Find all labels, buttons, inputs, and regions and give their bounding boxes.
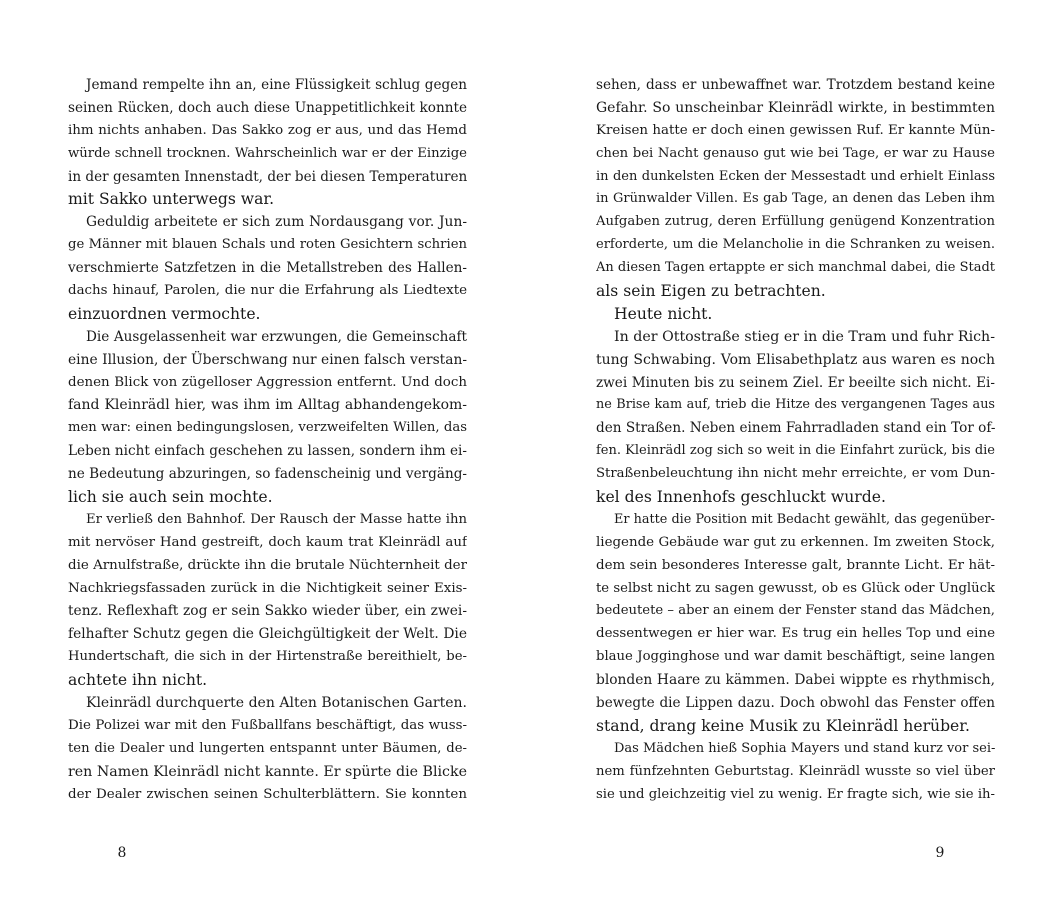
text-line: nem fünfzehnten Geburtstag. Kleinrädl wusste so viel über [596,763,995,779]
text-line: Er verließ den Bahnhof. Der Rausch der Masse hatte ihn [86,511,467,527]
text-line: Kreisen hatte er doch einen gewissen Ruf. Er kannte Mün- [596,122,995,138]
text-line: zwei Minuten bis zu seinem Ziel. Er beeilte sich nicht. Ei- [596,374,995,391]
text-line: chen bei Nacht genauso gut wie bei Tage, er war zu Hause [596,145,995,161]
text-line: in Grünwalder Villen. Es gab Tage, an denen das Leben ihm [596,191,995,207]
text-line: einzuordnen vermochte. [68,304,261,323]
text-line: mit nervöser Hand gestreift, doch kaum trat Kleinrädl auf [68,534,467,550]
text-line: achtete ihn nicht. [68,671,208,690]
text-line: als sein Eigen zu betrachten. [596,282,826,301]
text-line: bedeutete – aber an einem der Fenster stand das Mädchen, [596,603,995,619]
page-number-left: 8 [117,845,127,861]
text-line: Hundertschaft, die sich in der Hirtenstraße bereithielt, be- [68,649,467,665]
text-line: Heute nicht. [614,304,713,323]
text-line: blonden Haare zu kämmen. Dabei wippte es rhythmisch, [596,672,995,689]
text-line: dem sein besonderes Interesse galt, brannte Licht. Er hät- [596,557,995,573]
text-line: die Arnulfstraße, drückte ihn die brutale Nüchternheit der [68,557,467,573]
right-page-text [596,74,995,807]
text-line: fen. Kleinrädl zog sich so weit in die Einfahrt zurück, bis die [596,443,995,459]
text-line: in den dunkelsten Ecken der Messestadt und erhielt Einlass [596,168,995,184]
text-line: ne Brise kam auf, trieb die Hitze des vergangenen Tages aus [596,397,995,413]
text-line: tenz. Reflexhaft zog er sein Sakko wieder über, ein zwei- [68,603,467,620]
text-line: Die Polizei war mit den Fußballfans beschäftigt, das wuss- [68,717,467,733]
page-number-right: 9 [935,845,945,861]
text-line: den Straßen. Neben einem Fahrradladen stand ein Tor of- [596,420,995,437]
text-line: würde schnell trocknen. Wahrscheinlich war er der Einzige [68,145,467,161]
text-line: seinen Rücken, doch auch diese Unappetitlichkeit konnte [68,99,467,116]
text-line: te selbst nicht zu sagen gewusst, ob es Glück oder Unglück [596,580,995,596]
text-line: fand Kleinrädl hier, was ihm im Alltag abhandengekom- [68,397,467,414]
text-line: verschmierte Satzfetzen in die Metallstreben des Hallen- [68,260,467,277]
text-line: In der Ottostraße stieg er in die Tram und fuhr Rich- [614,328,995,345]
text-line: felhafter Schutz gegen die Gleichgültigkeit der Welt. Die [68,626,467,643]
text-line: Straßenbeleuchtung ihn nicht mehr erreichte, er vom Dun- [596,466,995,482]
text-line: sie und gleichzeitig viel zu wenig. Er fragte sich, wie sie ih- [596,786,995,802]
text-line: Nachkriegsfassaden zurück in die Nichtigkeit seiner Exis- [68,580,467,596]
text-line: stand, drang keine Musik zu Kleinrädl herüber. [596,716,970,735]
text-line: ihm nichts anhaben. Das Sakko zog er aus, und das Hemd [68,122,467,138]
text-line: lich sie auch sein mochte. [68,488,273,507]
text-line: dessentwegen er hier war. Es trug ein helles Top und eine [596,626,995,642]
text-line: Kleinrädl durchquerte den Alten Botanischen Garten. [86,695,467,712]
text-line: Er hatte die Position mit Bedacht gewählt, das gegenüber- [614,511,995,527]
text-line: Gefahr. So unscheinbar Kleinrädl wirkte, in bestimmten [596,99,995,116]
text-line: dachs hinauf, Parolen, die nur die Erfahrung als Liedtexte [68,283,467,299]
text-line: in der gesamten Innenstadt, der bei diesen Temperaturen [68,168,467,185]
text-line: blaue Jogginghose und war damit beschäftigt, seine langen [596,649,995,665]
text-line: ge Männer mit blauen Schals und roten Gesichtern schrien [68,237,467,253]
text-line: denen Blick von zügelloser Aggression entfernt. Und doch [68,374,467,390]
text-line: ten die Dealer und lungerten entspannt unter Bäumen, de- [68,740,467,756]
text-line: Das Mädchen hieß Sophia Mayers und stand kurz vor sei- [614,740,995,756]
text-line: ne Bedeutung abzuringen, so fadenscheinig und vergäng- [68,466,467,483]
text-line: Jemand rempelte ihn an, eine Flüssigkeit schlug gegen [86,77,467,93]
text-line: mit Sakko unterwegs war. [68,190,275,209]
text-line: Leben nicht einfach geschehen zu lassen, sondern ihm ei- [68,443,467,460]
text-line: tung Schwabing. Vom Elisabethplatz aus waren es noch [596,351,995,368]
text-line: bewegte die Lippen dazu. Doch obwohl das Fenster offen [596,695,995,712]
text-line: Die Ausgelassenheit war erzwungen, die Gemeinschaft [86,328,467,345]
text-line: Geduldig arbeitete er sich zum Nordausgang vor. Jun- [86,214,467,231]
text-line: Aufgaben zutrug, deren Erfüllung genügend Konzentration [596,214,995,230]
text-line: erforderte, um die Melancholie in die Schranken zu weisen. [596,237,995,253]
text-line: sehen, dass er unbewaffnet war. Trotzdem bestand keine [596,77,995,93]
text-line: liegende Gebäude war gut zu erkennen. Im zweiten Stock, [596,534,995,550]
text-line: ren Namen Kleinrädl nicht kannte. Er spürte die Blicke [68,763,467,780]
text-line: An diesen Tagen ertappte er sich manchmal dabei, die Stadt [596,260,995,276]
text-line: der Dealer zwischen seinen Schulterblättern. Sie konnten [68,786,467,802]
left-page-text [68,74,467,807]
text-line: eine Illusion, der Überschwang nur einen falsch verstan- [68,351,467,368]
text-line: kel des Innenhofs geschluckt wurde. [596,488,886,507]
text-line: men war: einen bedingungslosen, verzweifelten Willen, das [68,420,467,436]
